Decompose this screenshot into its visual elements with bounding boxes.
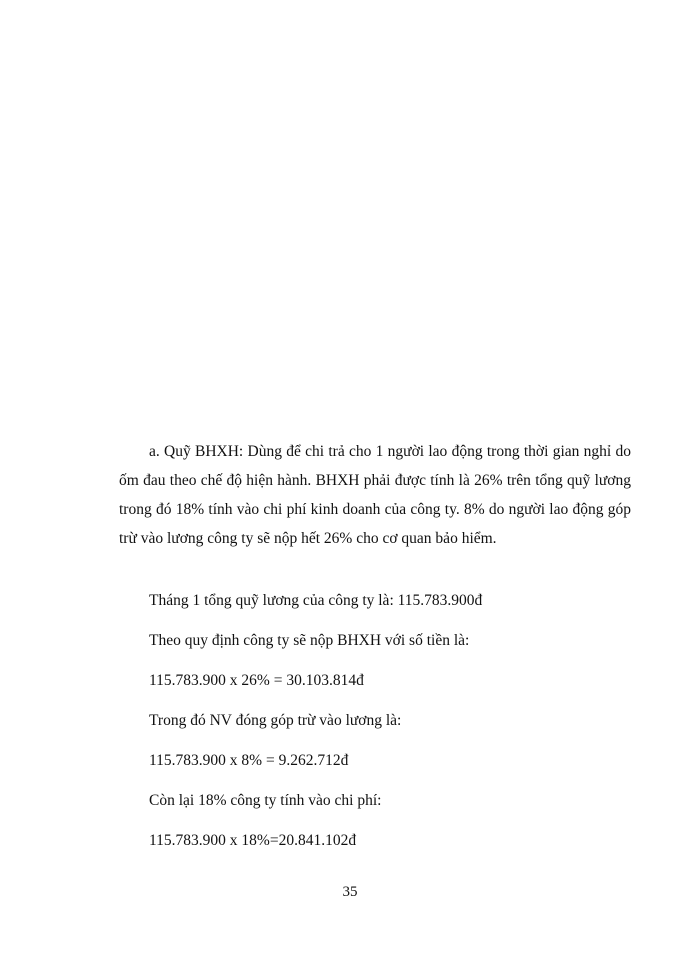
intro-paragraph: a. Quỹ BHXH: Dùng để chi trả cho 1 người lao động trong thời gian nghỉ do ốm đau theo chế độ hiện hành. BHXH phải được tính là 26% trên tổng quỹ lương trong đó 18% tính vào chi phí kinh doanh của công ty. 8% do người lao động góp trừ vào lương công ty sẽ nộp hết 26% cho cơ quan bảo hiểm. [119,443,631,547]
text-line-calc-8: 115.783.900 x 8% = 9.262.712đ [149,752,349,769]
text-line-calc-26: 115.783.900 x 26% = 30.103.814đ [149,672,364,689]
text-line-regulation: Theo quy định công ty sẽ nộp BHXH với số tiền là: [149,632,470,649]
text-line-employee-contribution: Trong đó NV đóng góp trừ vào lương là: [149,712,402,729]
page-number: 35 [342,884,358,900]
text-line-remaining: Còn lại 18% công ty tính vào chi phí: [149,792,382,809]
text-line-total-salary: Tháng 1 tổng quỹ lương của công ty là: 115.783.900đ [149,592,483,609]
text-line-calc-18: 115.783.900 x 18%=20.841.102đ [149,832,357,849]
